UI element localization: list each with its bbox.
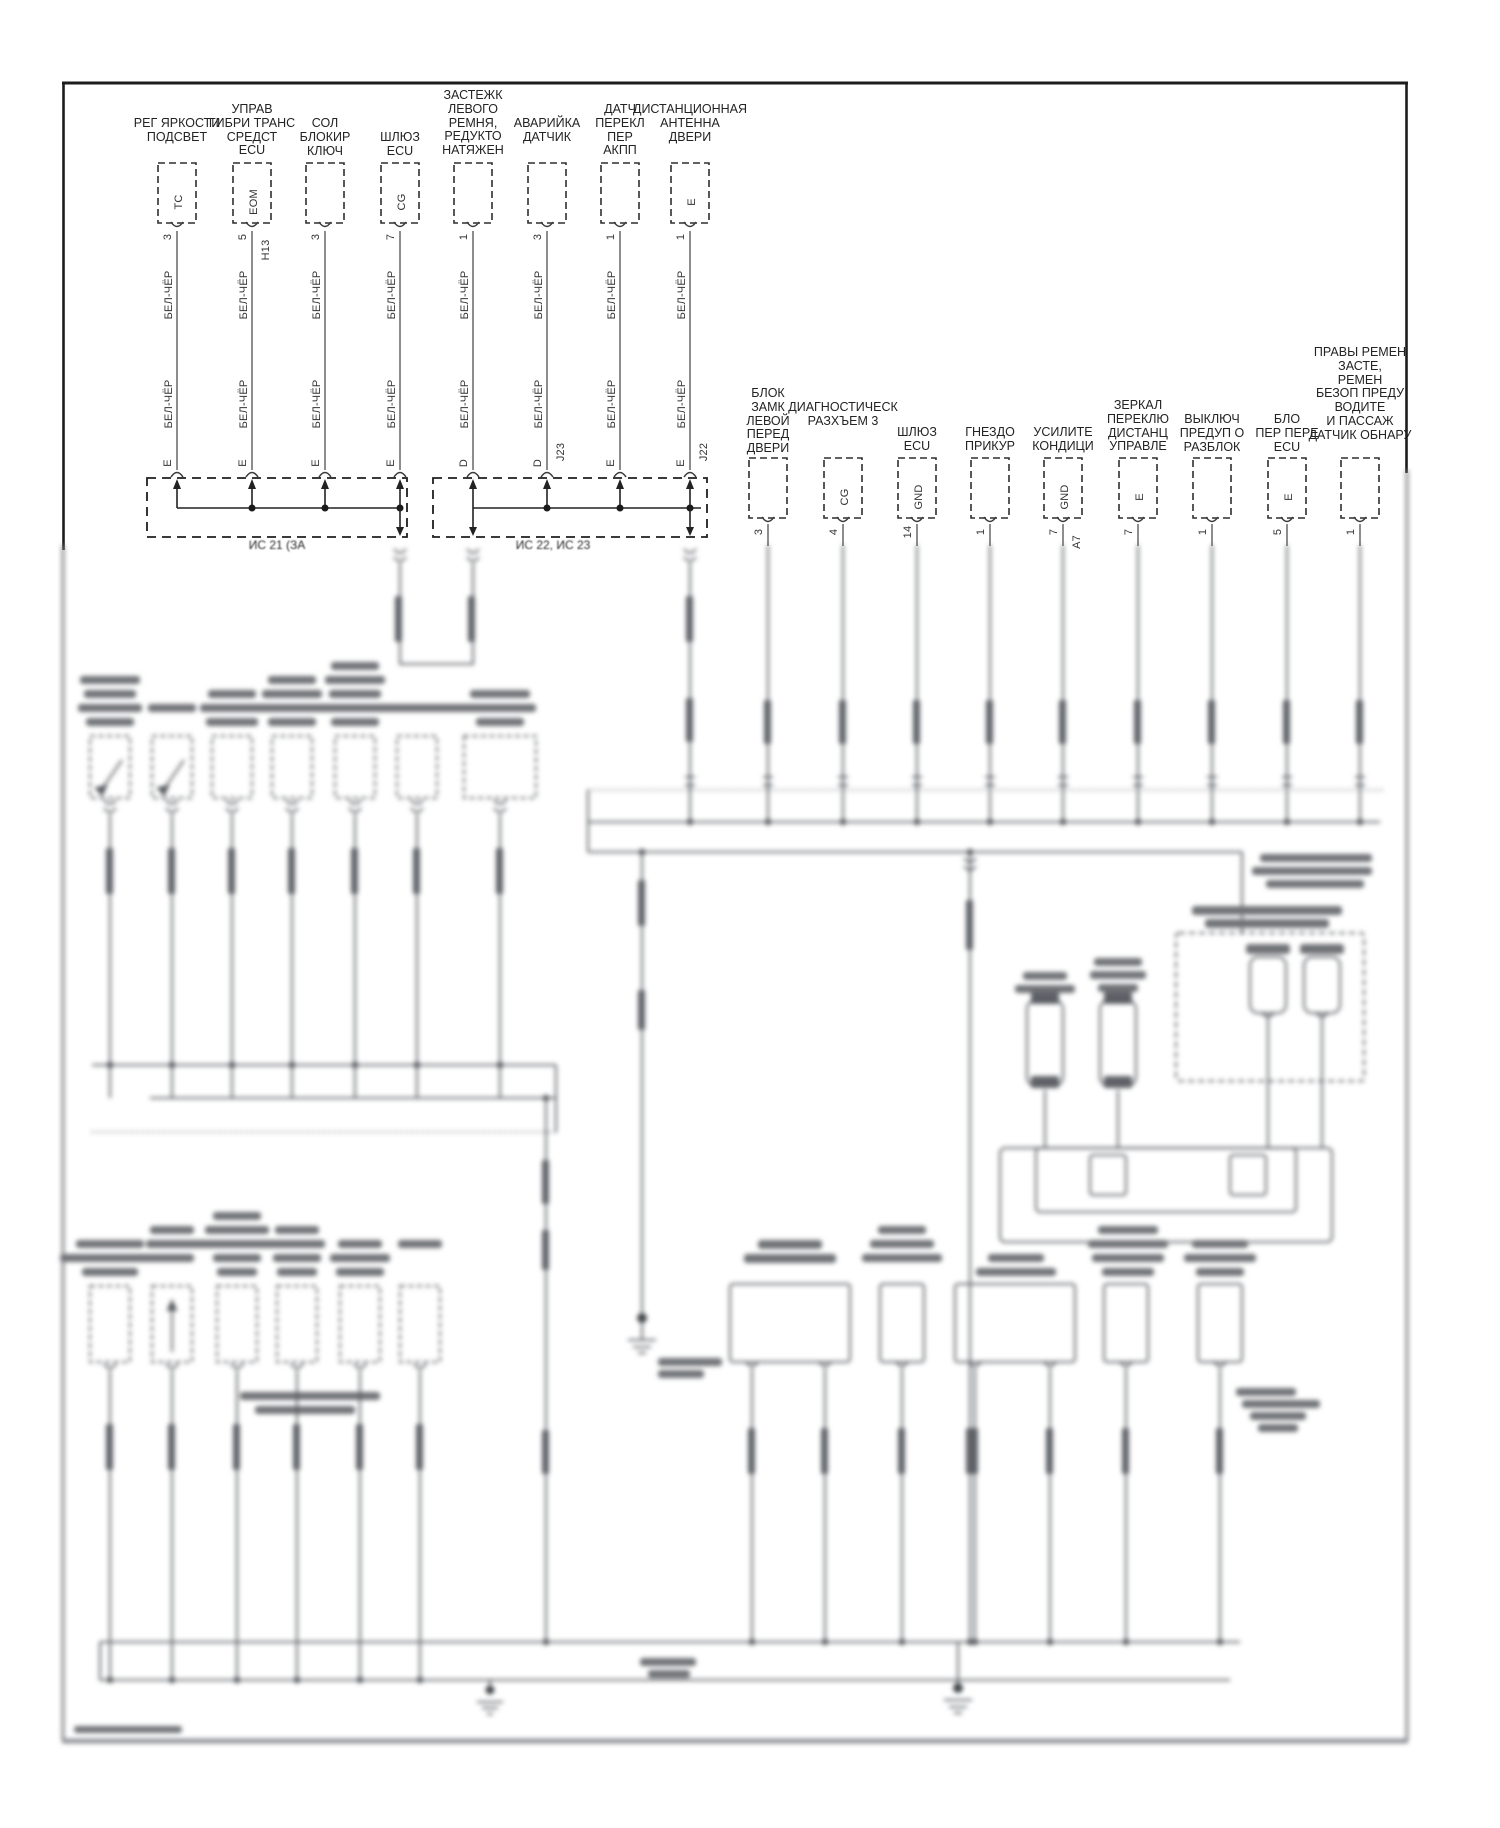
terminal-letter: D: [458, 458, 470, 468]
pin-number: 1: [675, 233, 687, 241]
hybrid-vehicle-control-ecu-box: [233, 163, 271, 223]
wire-color-label: БЕЛ-ЧЁР: [676, 379, 688, 429]
junction-label-ic22-ic23: ИС 22, ИС 23: [515, 538, 591, 552]
transmission-shift-position-sensor-label: ДАТЧ ПЕРЕКЛ ПЕР АКПП: [595, 102, 645, 158]
pin-number: 4: [828, 528, 840, 536]
sharp-schematic-art: [147, 163, 1379, 546]
terminal-letter: E: [385, 459, 397, 467]
gateway-ecu-2-label: ШЛЮЗ ECU: [897, 425, 937, 453]
diagnostic-connector-3-box: [824, 458, 862, 518]
junction-label-ic21: ИС 21 (ЗА: [248, 538, 306, 552]
terminal-code: CG: [396, 193, 408, 211]
pin-number: 3: [753, 528, 765, 536]
ac-amplifier-box: [1044, 458, 1082, 518]
terminal-code: GND: [1059, 484, 1071, 510]
terminal-letter: E: [162, 459, 174, 467]
terminal-code: TC: [173, 194, 185, 210]
connector-code: J22: [698, 442, 710, 462]
pin-number: 1: [605, 233, 617, 241]
cigarette-lighter-socket-label: ГНЕЗДО ПРИКУР: [964, 425, 1016, 453]
remote-mirror-control-switch-label: ЗЕРКАЛ ПЕРЕКЛЮ ДИСТАНЦ УПРАВЛЕ: [1106, 398, 1170, 454]
left-front-door-lock-assembly-box: [749, 458, 787, 518]
front-ecu-block-label: БЛО ПЕР ПЕРЕ ECU: [1255, 412, 1319, 454]
wire-color-label: БЕЛ-ЧЁР: [533, 270, 545, 320]
hybrid-vehicle-control-ecu-label: УПРАВ ГИБРИ ТРАНС СРЕДСТ ECU: [208, 102, 296, 158]
pin-number: 3: [162, 233, 174, 241]
page-frame: [62, 83, 1408, 550]
pin-number: 7: [1123, 528, 1135, 536]
illumination-brightness-regulator-box: [158, 163, 196, 223]
cigarette-lighter-socket-box: [971, 458, 1009, 518]
right-belt-buckle-occupant-detection-sensor-label: ПРАВЫ РЕМЕН ЗАСТЕ, РЕМЕН БЕЗОП ПРЕДУ ВОДИТЕ И ПАССАЖ ДАТЧИК ОБНАРУ: [1308, 345, 1412, 442]
key-interlock-solenoid-box: [306, 163, 344, 223]
wire-color-label: БЕЛ-ЧЁР: [311, 270, 323, 320]
wire-color-label: БЕЛ-ЧЁР: [386, 379, 398, 429]
terminal-code: GND: [913, 484, 925, 510]
pin-number: 7: [385, 233, 397, 241]
wire-color-label: БЕЛ-ЧЁР: [459, 270, 471, 320]
gateway-ecu-box: [381, 163, 419, 223]
wire-color-label: БЕЛ-ЧЁР: [163, 379, 175, 429]
wire-color-label: БЕЛ-ЧЁР: [238, 270, 250, 320]
door-remote-antenna-label: ДИСТАНЦИОННАЯ АНТЕННА ДВЕРИ: [632, 102, 748, 144]
door-remote-antenna-box: [671, 163, 709, 223]
transmission-shift-position-sensor-box: [601, 163, 639, 223]
wire-color-label: БЕЛ-ЧЁР: [606, 270, 618, 320]
pin-number: 7: [1048, 528, 1060, 536]
wire-color-label: БЕЛ-ЧЁР: [533, 379, 545, 429]
wire-color-label: БЕЛ-ЧЁР: [163, 270, 175, 320]
key-interlock-solenoid-label: СОЛ БЛОКИР КЛЮЧ: [299, 116, 351, 158]
terminal-letter: E: [675, 459, 687, 467]
connector-code: A7: [1071, 535, 1083, 549]
terminal-code: CG: [839, 488, 851, 506]
pin-number: 1: [458, 233, 470, 241]
pin-number: 3: [532, 233, 544, 241]
unlock-warning-switch-box: [1193, 458, 1231, 518]
ac-amplifier-label: УСИЛИТЕ КОНДИЦИ: [1032, 425, 1094, 453]
terminal-letter: D: [532, 458, 544, 468]
pin-number: 1: [1345, 528, 1357, 536]
blurred-lower-schematic: [60, 470, 1408, 1741]
wire-color-label: БЕЛ-ЧЁР: [606, 379, 618, 429]
terminal-code: E: [1134, 493, 1146, 501]
pin-number: 1: [1197, 528, 1209, 536]
terminal-letter: E: [237, 459, 249, 467]
front-ecu-block-box: [1268, 458, 1306, 518]
pin-number: 1: [975, 528, 987, 536]
remote-mirror-control-switch-box: [1119, 458, 1157, 518]
terminal-code: EOM: [248, 189, 260, 215]
right-belt-buckle-occupant-detection-sensor-box: [1341, 458, 1379, 518]
terminal-code: E: [686, 198, 698, 206]
wire-color-label: БЕЛ-ЧЁР: [459, 379, 471, 429]
connector-code: J23: [555, 442, 567, 462]
connector-code: H13: [260, 239, 272, 261]
diagnostic-connector-3-label: ДИАГНОСТИЧЕСК РАЗХЪЕМ 3: [788, 400, 898, 428]
left-belt-buckle-pretensioner-box: [454, 163, 492, 223]
terminal-letter: E: [310, 459, 322, 467]
unlock-warning-switch-label: ВЫКЛЮЧ ПРЕДУП О РАЗБЛОК: [1179, 412, 1245, 454]
terminal-letter: E: [605, 459, 617, 467]
pin-number: 5: [237, 233, 249, 241]
pin-number: 3: [310, 233, 322, 241]
gateway-ecu-label: ШЛЮЗ ECU: [380, 130, 420, 158]
pin-number: 14: [902, 525, 914, 539]
left-belt-buckle-pretensioner-label: ЗАСТЕЖК ЛЕВОГО РЕМНЯ, РЕДУКТО НАТЯЖЕН: [442, 88, 504, 158]
hazard-sensor-label: АВАРИЙКА ДАТЧИК: [513, 116, 581, 144]
left-front-door-lock-assembly-label: БЛОК ЗАМК ЛЕВОЙ ПЕРЕД ДВЕРИ: [746, 386, 790, 456]
wire-color-label: БЕЛ-ЧЁР: [386, 270, 398, 320]
terminal-code: E: [1283, 493, 1295, 501]
wire-color-label: БЕЛ-ЧЁР: [238, 379, 250, 429]
wire-color-label: БЕЛ-ЧЁР: [311, 379, 323, 429]
pin-number: 5: [1272, 528, 1284, 536]
wire-color-label: БЕЛ-ЧЁР: [676, 270, 688, 320]
gateway-ecu-2-box: [898, 458, 936, 518]
illumination-brightness-regulator-label: РЕГ ЯРКОСТИ ПОДСВЕТ: [133, 116, 221, 144]
hazard-sensor-box: [528, 163, 566, 223]
